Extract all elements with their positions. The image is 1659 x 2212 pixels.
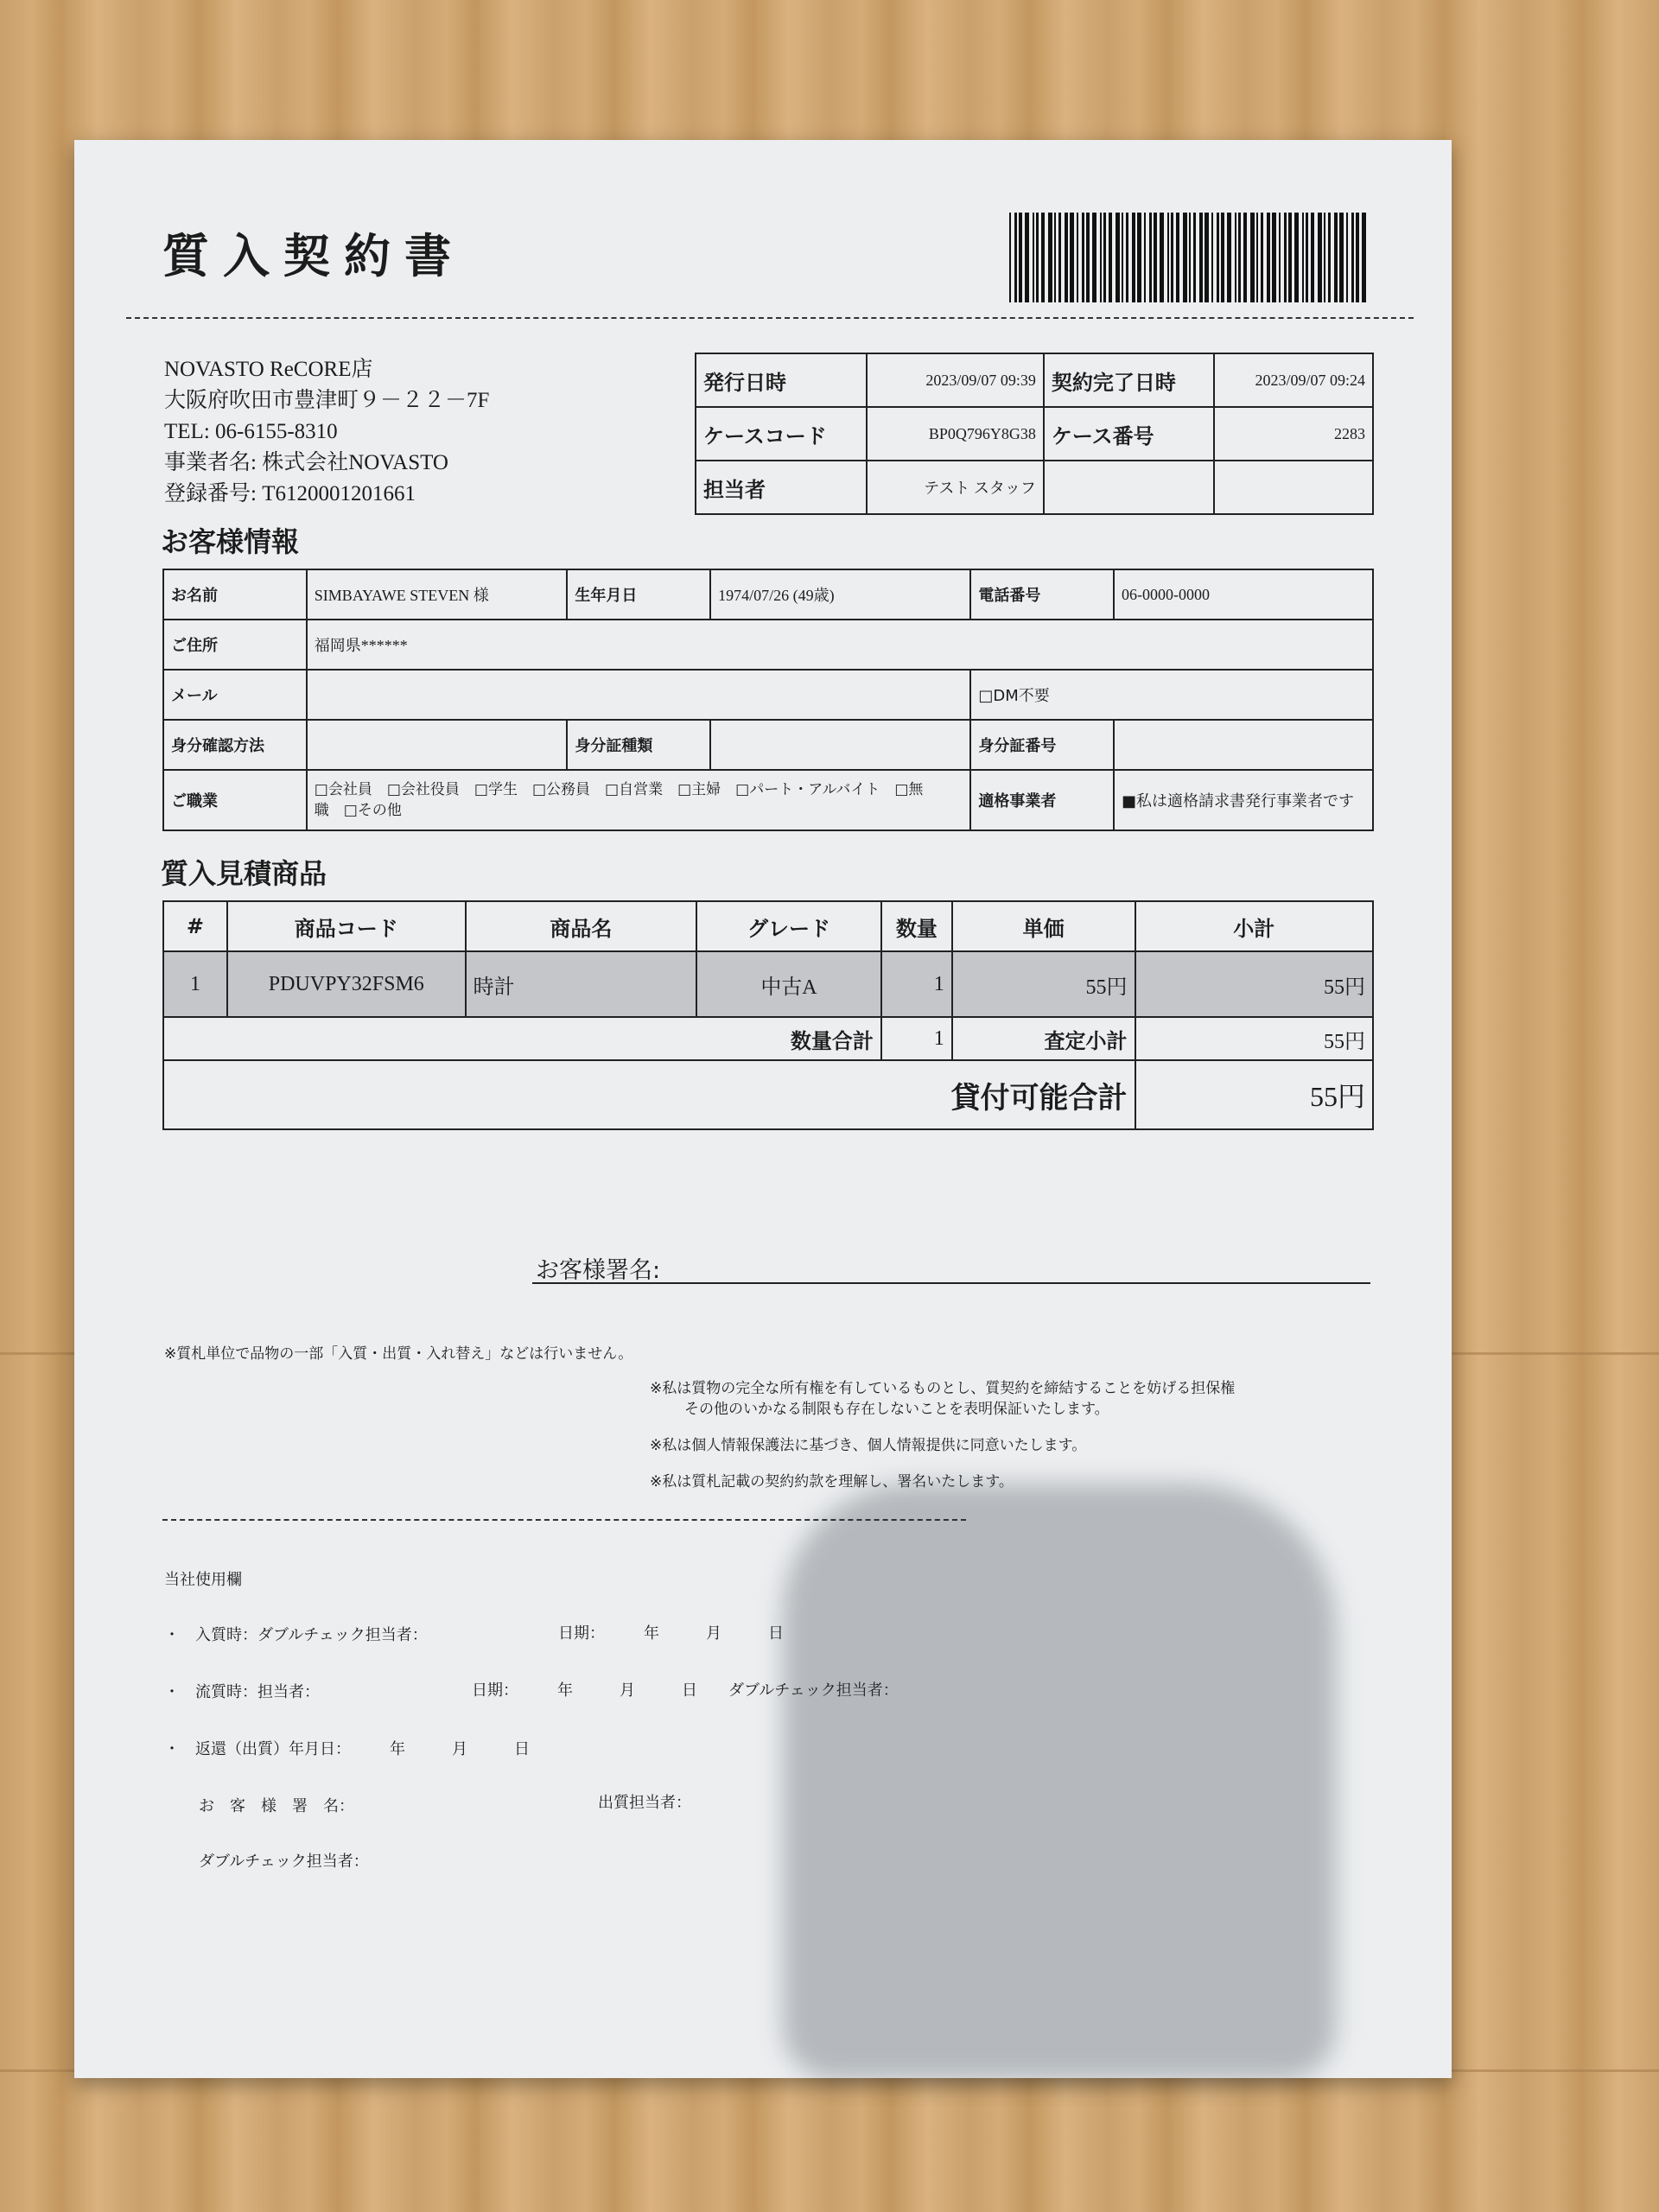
- items-header-row: [163, 901, 1373, 951]
- items-header-cell: 小計: [1135, 901, 1373, 951]
- customer-section-title: お客様情報: [161, 525, 300, 558]
- dm-checkbox: □DM不要: [970, 670, 1373, 720]
- item-cell: 時計: [466, 951, 696, 1017]
- item-cell: 1: [163, 951, 227, 1017]
- case-no-value: 2283: [1214, 407, 1373, 461]
- items-header-cell: 商品コード: [227, 901, 466, 951]
- staff-value: テスト スタッフ: [867, 461, 1044, 514]
- case-code-value: BP0Q796Y8G38: [867, 407, 1044, 461]
- phone-label: 電話番号: [970, 569, 1114, 620]
- office-use-title: 当社使用欄: [164, 1571, 242, 1589]
- item-cell: 55円: [1135, 951, 1373, 1017]
- items-table: [162, 900, 1374, 1130]
- office-line: ・ 流質時：担当者：: [164, 1683, 320, 1701]
- qualified-label: 適格事業者: [970, 770, 1114, 830]
- note-line: ※私は質札記載の契約約款を理解し、署名いたします。: [650, 1473, 1014, 1491]
- items-header-cell: 商品名: [466, 901, 696, 951]
- document-title: 質入契約書: [162, 229, 465, 283]
- id-method-label: 身分確認方法: [163, 720, 307, 770]
- complete-label: 契約完了日時: [1044, 353, 1215, 407]
- job-options: [307, 770, 971, 830]
- grand-total-label: 貸付可能合計: [163, 1060, 1135, 1129]
- note-line: ※私は個人情報保護法に基づき、個人情報提供に同意いたします。: [650, 1437, 1087, 1454]
- signature-label: お客様署名:: [536, 1257, 661, 1284]
- address-value: 福岡県******: [307, 620, 1373, 670]
- item-cell: 1: [881, 951, 952, 1017]
- store-operator: 事業者名: 株式会社NOVASTO: [164, 451, 448, 474]
- empty-cell: [1214, 461, 1373, 514]
- name-value: SIMBAYAWE STEVEN 様: [307, 569, 568, 620]
- items-header-cell: 数量: [881, 901, 952, 951]
- note-line: ※私は質物の完全な所有権を有しているものとし、質契約を締結することを妨げる担保権: [650, 1380, 1236, 1397]
- id-type-value: [710, 720, 970, 770]
- store-name: NOVASTO ReCORE店: [164, 358, 373, 381]
- note-line: ※質札単位で品物の一部「入質・出質・入れ替え」などは行いません。: [164, 1345, 633, 1363]
- store-registration: 登録番号: T6120001201661: [164, 482, 416, 505]
- phone-value: 06-0000-0000: [1114, 569, 1373, 620]
- item-cell: 中古A: [696, 951, 881, 1017]
- office-line: 日期： 年 月 日 ダブルチェック担当者：: [472, 1681, 899, 1700]
- store-address: 大阪府吹田市豊津町９－２２－7F: [164, 389, 490, 412]
- items-header-cell: #: [163, 901, 227, 951]
- job-options-line: □会社員 □会社役員 □学生 □公務員 □自営業 □主婦 □パート・アルバイト □無: [314, 781, 924, 798]
- mail-value: [307, 670, 971, 720]
- store-info: [164, 354, 489, 510]
- contract-sheet: [74, 140, 1452, 2078]
- id-number-label: 身分証番号: [970, 720, 1114, 770]
- complete-value: 2023/09/07 09:24: [1214, 353, 1373, 407]
- birth-value: 1974/07/26 (49歳): [710, 569, 970, 620]
- qualified-value: ■私は適格請求書発行事業者です: [1114, 770, 1373, 830]
- office-line: ・ 入質時：ダブルチェック担当者：: [164, 1626, 428, 1644]
- id-number-value: [1114, 720, 1373, 770]
- subtotal-label: 査定小計: [952, 1017, 1135, 1060]
- issue-label: 発行日時: [696, 353, 867, 407]
- birth-label: 生年月日: [567, 569, 710, 620]
- divider: [126, 317, 1414, 319]
- subtotal-value: 55円: [1135, 1017, 1373, 1060]
- contract-meta-table: [695, 353, 1374, 515]
- office-line: ・ 返還（出質）年月日： 年 月 日: [164, 1740, 530, 1758]
- job-options-line: 職 □その他: [314, 802, 402, 819]
- issue-value: 2023/09/07 09:39: [867, 353, 1044, 407]
- address-label: ご住所: [163, 620, 307, 670]
- id-method-value: [307, 720, 568, 770]
- mail-label: メール: [163, 670, 307, 720]
- job-label: ご職業: [163, 770, 307, 830]
- grand-total-value: 55円: [1135, 1060, 1373, 1129]
- item-cell: PDUVPY32FSM6: [227, 951, 466, 1017]
- name-label: お名前: [163, 569, 307, 620]
- case-code-label: ケースコード: [696, 407, 867, 461]
- item-cell: 55円: [952, 951, 1135, 1017]
- store-tel: TEL: 06-6155-8310: [164, 420, 338, 443]
- qty-total-value: 1: [881, 1017, 952, 1060]
- photo-shadow: [783, 1484, 1336, 2080]
- office-line: 出質担当者：: [598, 1794, 691, 1812]
- note-line: その他のいかなる制限も存在しないことを表明保証いたします。: [684, 1401, 1109, 1418]
- office-line: お 客 様 署 名：: [199, 1797, 354, 1815]
- staff-label: 担当者: [696, 461, 867, 514]
- barcode-icon: [1009, 213, 1372, 302]
- items-header-cell: グレード: [696, 901, 881, 951]
- items-header-cell: 単価: [952, 901, 1135, 951]
- case-no-label: ケース番号: [1044, 407, 1215, 461]
- signature-line[interactable]: [532, 1282, 1370, 1284]
- id-type-label: 身分証種類: [567, 720, 710, 770]
- office-line: 日期： 年 月 日: [558, 1624, 784, 1643]
- customer-info-table: [162, 569, 1374, 831]
- office-line: ダブルチェック担当者：: [199, 1853, 369, 1871]
- item-row: [163, 951, 1373, 1017]
- empty-cell: [1044, 461, 1215, 514]
- qty-total-label: 数量合計: [163, 1017, 881, 1060]
- items-section-title: 質入見積商品: [161, 857, 327, 890]
